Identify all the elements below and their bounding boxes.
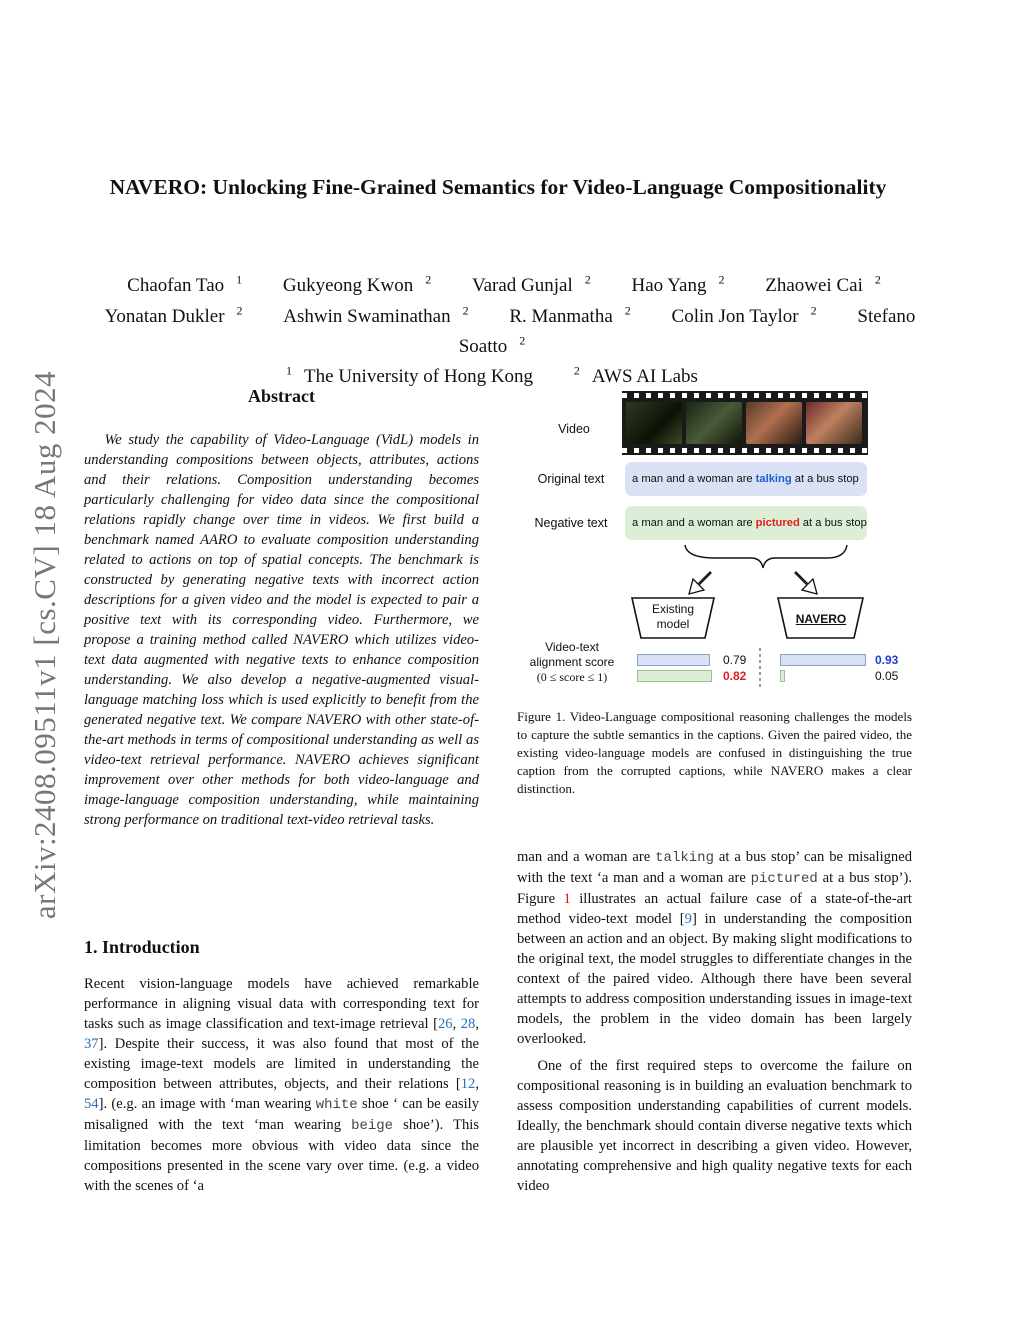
abstract-heading: Abstract — [248, 386, 315, 406]
citation-link[interactable]: 37 — [84, 1036, 99, 1052]
figure-1 — [515, 388, 899, 693]
paper-title: NAVERO: Unlocking Fine-Grained Semantics for Video-Language Compositionality — [109, 175, 887, 199]
citation-link[interactable]: 26 — [437, 1016, 453, 1032]
author-line-1 — [60, 268, 936, 298]
negative-text-box: a man and a woman are pictured at a bus stop — [625, 506, 867, 540]
existing-original-score: 0.79 — [723, 653, 747, 667]
abstract-text: We study the capability of Video-Language (VidL) models in understanding compositions between objects, attributes, actions and their relations. Composition understanding becomes particularly challenging for video data since the compositional relations rapidly change over time in videos. We first build a benchmark named AARO to evaluate composition understanding related to actions on top of spatial concepts. The benchmark is constructed by generating negative texts with incorrect action descriptions for a given video and the model is expected to pair a positive text with its corresponding video. Furthermore, we propose a training method called NAVERO which utilizes video-text data augmented with negative texts to enhance composition understanding. We also develop a negative-augmented visual-language matching loss which is used explicitly to benefit from the generated negative text. We compare NAVERO with other state-of-the-art methods in terms of compositional understanding as well as video-text retrieval performance. NAVERO achieves significant improvement over other methods for both video-language and image-language composition understanding, while maintaining strong performance on traditional text-video retrieval tasks. — [84, 432, 479, 828]
author: Varad Gunjal $^2$ — [472, 273, 591, 297]
author: Stefano Soatto $^2$ — [458, 305, 916, 357]
negative-key-word: pictured — [755, 517, 800, 529]
figure-reference-link[interactable]: 1 — [563, 891, 571, 907]
original-key-word: talking — [755, 473, 792, 485]
original-text-label: Original text — [537, 472, 605, 486]
intro-paragraph: Recent vision-language models have achieved remarkable performance in aligning visual data with corresponding text for tasks such as image classification and text-image retrieval [26, 28, 37]. Despite their success, it was also found that most of the existing image-text models are limited in understanding the composition between attributes, objects, and their relations [12, 54]. (e.g. an image with ‘man wearing white shoe ‘ can be easily misaligned with the text ‘man wearing beige shoe’). This limitation becomes more obvious with video data since the compositions presented in the scene vary over time. (e.g. a video with the scenes of ‘a — [84, 976, 480, 1194]
author-line-2 — [60, 298, 936, 359]
original-text-box: a man and a woman are talking at a bus stop — [625, 462, 867, 496]
author: Chaofan Tao $^1$ — [127, 273, 243, 297]
author-block — [60, 268, 936, 389]
existing-model-label: Existing model — [651, 602, 695, 631]
code-word: pictured — [750, 871, 818, 887]
intro-body — [84, 974, 479, 1196]
citation-link[interactable]: 12 — [460, 1076, 476, 1092]
arxiv-identifier: arXiv:2408.09511v1 [cs.CV] 18 Aug 2024 — [27, 370, 62, 920]
navero-original-score: 0.93 — [875, 653, 899, 667]
affiliation: $^2$ AWS AI Labs — [573, 363, 698, 388]
body-paragraph: man and a woman are talking at a bus stop’ can be misaligned with the text ‘a man and a woman are pictured at a bus stop’). Figure 1 illustrates an actual failure case of a state-of-the-art method video-text model [9] in understanding the composition between an action and an object. By making slight modifications to the original text, the model struggles to differentiate changes in the context of the paired video. Although there have been several attempts to address composition understanding issues in image-text models, the problem in the video domain has been largely overlooked. — [517, 849, 912, 1047]
brace-icon — [685, 545, 847, 568]
code-word: beige — [351, 1118, 394, 1134]
arrow-right-icon — [795, 572, 817, 594]
author: Yonatan Dukler $^2$ — [104, 303, 243, 327]
existing-negative-score: 0.82 — [723, 669, 747, 683]
author: Colin Jon Taylor $^2$ — [671, 303, 817, 327]
arxiv-sidebar — [22, 345, 68, 945]
author: Ashwin Swaminathan $^2$ — [283, 303, 469, 327]
figure-1-caption: Figure 1. Video-Language compositional reasoning challenges the models to capture the subtle semantics in the captions. Given the paired video, the existing video-language models are confused in distinguishing the true caption from the corrupted captions, while NAVERO makes a clear distinction. — [517, 709, 912, 796]
existing-negative-score-bar — [637, 670, 712, 682]
navero-negative-score-bar — [780, 670, 785, 682]
body-paragraph: One of the first required steps to overcome the failure on compositional reasoning is in building an evaluation benchmark to assess composition understanding capabilities of current models. Ideally, the benchmark should contain diverse negative texts which are plausible yet incorrect in describing a given video. However, annotating comprehensive and high quality negative texts for each video — [517, 1058, 912, 1194]
arrow-left-icon — [689, 572, 711, 594]
citation-link[interactable]: 54 — [84, 1096, 99, 1112]
abstract-body — [84, 430, 479, 830]
navero-original-score-bar — [780, 654, 866, 666]
right-column-body — [517, 847, 912, 1203]
navero-model-label: NAVERO — [795, 612, 847, 626]
navero-negative-score: 0.05 — [875, 669, 899, 683]
negative-text-label: Negative text — [534, 516, 608, 530]
author: Gukyeong Kwon $^2$ — [282, 273, 432, 297]
code-word: white — [315, 1097, 358, 1113]
score-axis-label: Video-text alignment score (0 ≤ score ≤ 1) — [529, 640, 615, 684]
affiliations — [60, 359, 936, 389]
video-label: Video — [558, 422, 590, 436]
code-word: talking — [655, 850, 714, 866]
affiliation: $^1$ The University of Hong Kong — [286, 363, 534, 388]
intro-heading: 1. Introduction — [84, 937, 200, 957]
citation-link[interactable]: 28 — [460, 1016, 476, 1032]
author: Zhaowei Cai $^2$ — [765, 273, 881, 297]
author: R. Manmatha $^2$ — [509, 303, 631, 327]
existing-original-score-bar — [637, 654, 710, 666]
author: Hao Yang $^2$ — [631, 273, 725, 297]
citation-link[interactable]: 9 — [684, 911, 692, 927]
